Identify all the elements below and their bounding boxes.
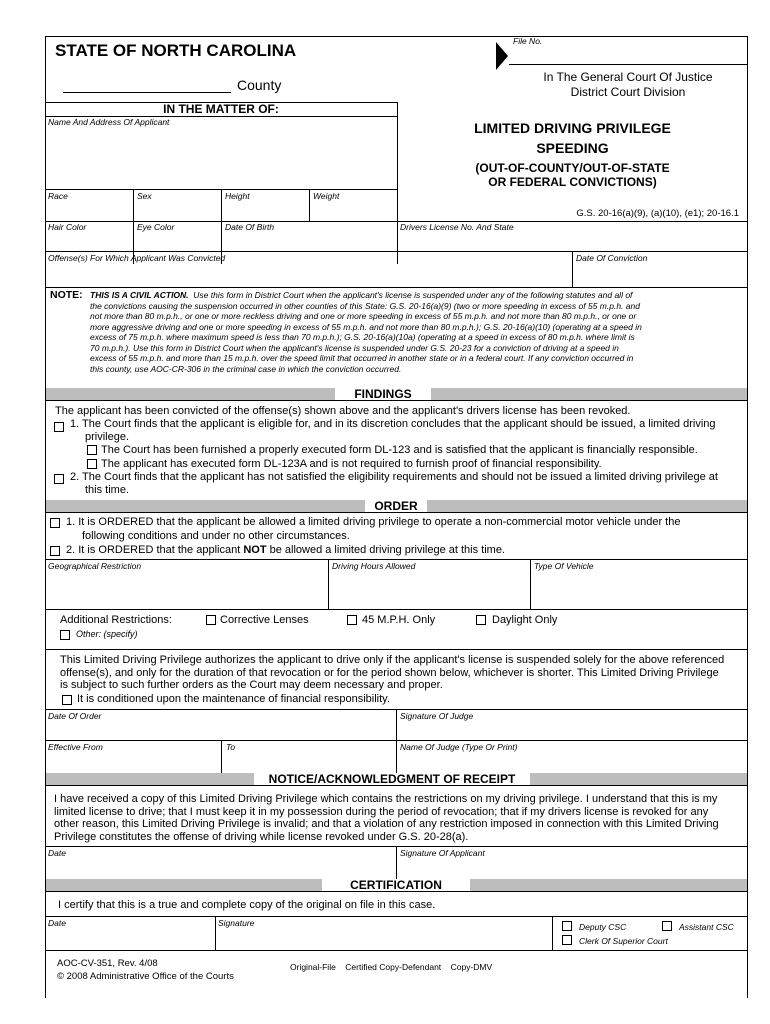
dl123a-checkbox[interactable] bbox=[87, 459, 97, 469]
cert-signature-label: Signature bbox=[218, 918, 255, 928]
dob-label: Date Of Birth bbox=[225, 222, 275, 232]
note-line: excess of 75 m.p.h. where maximum speed is less than 70 m.p.h.); G.S. 20-16(a)(10a) (operating at a speed in excess of 80 m.p.h. where limit is bbox=[90, 332, 635, 342]
findings-intro: The applicant has been convicted of the offense(s) shown above and the applicant's drivers license has been revoked. bbox=[55, 405, 631, 417]
court-heading bbox=[509, 70, 747, 100]
note-line: the convictions causing the suspension occurred in other counties of this State: G.S. 20-16(a)(9) (two or more speeding in excess of 55 m.p.h. and bbox=[90, 300, 640, 311]
order-title: ORDER bbox=[365, 500, 427, 513]
assistant-csc-label: Assistant CSC bbox=[679, 922, 734, 932]
finding-1-text-cont: privilege. bbox=[85, 431, 130, 443]
finding-1-checkbox[interactable] bbox=[54, 422, 64, 432]
height-label: Height bbox=[225, 191, 250, 201]
name-address-label: Name And Address Of Applicant bbox=[48, 117, 170, 127]
license-label: Drivers License No. And State bbox=[400, 222, 514, 232]
dl123-text: The Court has been furnished a properly executed form DL-123 and is satisfied that the applicant is financially responsible. bbox=[101, 444, 698, 456]
distribution-text: Original-File Certified Copy-Defendant Copy-DMV bbox=[290, 962, 493, 972]
order-1-text-cont: following conditions and under no other circumstances. bbox=[82, 530, 350, 542]
statute-reference: G.S. 20-16(a)(9), (a)(10), (e1); 20-16.1 bbox=[576, 208, 739, 219]
notice-line: other reason, this Limited Driving Privilege is invalid; and that a violation of any restriction imposed in connection with this Limited Driving bbox=[54, 818, 719, 830]
court-line-1: In The General Court Of Justice bbox=[543, 70, 713, 84]
note-bold: THIS IS A CIVIL ACTION. bbox=[90, 290, 189, 300]
notice-line: limited license to drive; that I must keep it in my possession during the period of revocation; that if my drivers license is revoked for any bbox=[54, 805, 709, 818]
other-restriction-label: Other: (specify) bbox=[76, 629, 138, 639]
note-text bbox=[90, 290, 745, 374]
financial-responsibility-checkbox[interactable] bbox=[62, 695, 72, 705]
form-title-line-4: OR FEDERAL CONVICTIONS) bbox=[488, 175, 657, 189]
45-mph-checkbox[interactable] bbox=[347, 615, 357, 625]
finding-2-text: 2. The Court finds that the applicant has not satisfied the eligibility requirements and should not be issued a limited driving privilege at bbox=[70, 471, 718, 483]
clerk-superior-court-label: Clerk Of Superior Court bbox=[579, 936, 668, 946]
form-number: AOC-CV-351, Rev. 4/08 bbox=[57, 958, 158, 969]
form-title-line-1: LIMITED DRIVING PRIVILEGE bbox=[474, 120, 671, 136]
additional-restrictions-label: Additional Restrictions: bbox=[60, 614, 172, 626]
weight-label: Weight bbox=[313, 191, 340, 201]
file-no-label: File No. bbox=[513, 36, 543, 46]
note-label: NOTE: bbox=[50, 289, 83, 301]
state-title: STATE OF NORTH CAROLINA bbox=[55, 41, 297, 60]
deputy-csc-label: Deputy CSC bbox=[579, 922, 627, 932]
effective-to-label: To bbox=[226, 742, 236, 752]
notice-title: NOTICE/ACKNOWLEDGMENT OF RECEIPT bbox=[254, 773, 530, 786]
notice-paragraph bbox=[54, 793, 719, 843]
certification-title: CERTIFICATION bbox=[322, 879, 470, 892]
court-line-2: District Court Division bbox=[570, 85, 686, 99]
county-label: County bbox=[237, 77, 282, 93]
authorization-line: This Limited Driving Privilege authorizes the applicant to drive only if the applicant's license is suspended solely for the above referenced bbox=[60, 654, 725, 666]
copyright-text: © 2008 Administrative Office of the Courts bbox=[57, 971, 234, 982]
effective-from-label: Effective From bbox=[48, 742, 103, 752]
corrective-lenses-checkbox[interactable] bbox=[206, 615, 216, 625]
date-of-order-label: Date Of Order bbox=[48, 711, 102, 721]
finding-2-checkbox[interactable] bbox=[54, 474, 64, 484]
note-line: excess of 55 m.p.h. and more than 15 m.p.h. over the speed limit that occurred in another state or in a federal court. If any conviction occurred in bbox=[90, 353, 634, 363]
form-title-line-3: (OUT-OF-COUNTY/OUT-OF-STATE bbox=[475, 161, 670, 175]
cert-date-label: Date bbox=[48, 918, 66, 928]
other-restriction-checkbox[interactable] bbox=[60, 630, 70, 640]
order-1-checkbox[interactable] bbox=[50, 518, 60, 528]
dl123a-text: The applicant has executed form DL-123A and is not required to furnish proof of financial responsibility. bbox=[101, 458, 602, 470]
geo-restriction-label: Geographical Restriction bbox=[48, 561, 142, 571]
notice-date-label: Date bbox=[48, 848, 66, 858]
deputy-csc-checkbox[interactable] bbox=[562, 921, 572, 931]
note-line: 70 m.p.h.). Use this form in District Court when the applicant's license is suspended under G.S. 20-23 for a conviction of driving at a speed in bbox=[90, 342, 619, 353]
eye-color-label: Eye Color bbox=[137, 222, 175, 232]
corrective-lenses-label: Corrective Lenses bbox=[220, 614, 309, 626]
offenses-label: Offense(s) For Which Applicant Was Convicted bbox=[48, 253, 226, 263]
file-no-arrow bbox=[496, 42, 508, 70]
signature-judge-label: Signature Of Judge bbox=[400, 711, 474, 721]
form-title bbox=[398, 118, 747, 189]
finding-2-text-cont: this time. bbox=[85, 484, 130, 496]
note-line: not more than 80 m.p.h., or one or more reckless driving and one or more speeding in excess of 55 m.p.h. and not more than 80 m.p.h., or one or bbox=[90, 311, 637, 321]
applicant-signature-label: Signature Of Applicant bbox=[400, 848, 485, 858]
financial-responsibility-label: It is conditioned upon the maintenance of financial responsibility. bbox=[77, 693, 390, 705]
conviction-date-label: Date Of Conviction bbox=[576, 253, 648, 263]
dl123-checkbox[interactable] bbox=[87, 445, 97, 455]
notice-line: Privilege constitutes the offense of driving while license revoked under G.S. 20-28(a). bbox=[54, 830, 469, 843]
form-title-line-2: SPEEDING bbox=[536, 140, 609, 156]
daylight-only-checkbox[interactable] bbox=[476, 615, 486, 625]
vehicle-type-label: Type Of Vehicle bbox=[534, 561, 594, 571]
findings-title: FINDINGS bbox=[335, 388, 431, 401]
finding-1-text: 1. The Court finds that the applicant is eligible for, and in its discretion concludes that the applicant should be issued, a limited driving bbox=[70, 418, 716, 430]
order-1-text: 1. It is ORDERED that the applicant be allowed a limited driving privilege to operate a non-commercial motor vehicle under the bbox=[66, 516, 681, 528]
note-line: this county, use AOC-CR-306 in the criminal case in which the conviction occurred. bbox=[90, 363, 402, 374]
authorization-line: is subject to such further orders as the Court may deem necessary and proper. bbox=[60, 679, 443, 691]
45-mph-label: 45 M.P.H. Only bbox=[362, 614, 436, 626]
note-line: more aggressive driving and one or more speeding in excess of 55 m.p.h. and not more than 80 m.p.h.); G.S. 20-16(a)(10) (operating at a speed in bbox=[90, 321, 642, 332]
authorization-paragraph bbox=[60, 654, 724, 692]
certification-text: I certify that this is a true and complete copy of the original on file in this case. bbox=[58, 899, 436, 911]
order-2-text: 2. It is ORDERED that the applicant NOT be allowed a limited driving privilege at this time. bbox=[66, 544, 505, 556]
assistant-csc-checkbox[interactable] bbox=[662, 921, 672, 931]
name-judge-label: Name Of Judge (Type Or Print) bbox=[400, 742, 518, 752]
sex-label: Sex bbox=[137, 191, 152, 201]
in-the-matter-heading: IN THE MATTER OF: bbox=[163, 102, 279, 116]
name-address-field[interactable] bbox=[48, 130, 394, 188]
race-label: Race bbox=[48, 191, 68, 201]
hair-color-label: Hair Color bbox=[48, 222, 87, 232]
daylight-only-label: Daylight Only bbox=[492, 614, 558, 626]
form-footer bbox=[57, 957, 234, 983]
clerk-superior-court-checkbox[interactable] bbox=[562, 935, 572, 945]
order-2-checkbox[interactable] bbox=[50, 546, 60, 556]
notice-line: I have received a copy of this Limited Driving Privilege which contains the restrictions on my driving privilege. I understand that this is my bbox=[54, 793, 718, 805]
driving-hours-label: Driving Hours Allowed bbox=[332, 561, 416, 571]
note-line: Use this form in District Court when the applicant's license is suspended under any of the following statutes and all of bbox=[193, 290, 633, 300]
county-input-line[interactable] bbox=[63, 92, 231, 93]
authorization-line: offense(s), and only for the duration of that revocation or for the period shown below, whichever is shorter. This Limited Driving Privilege bbox=[60, 666, 719, 679]
